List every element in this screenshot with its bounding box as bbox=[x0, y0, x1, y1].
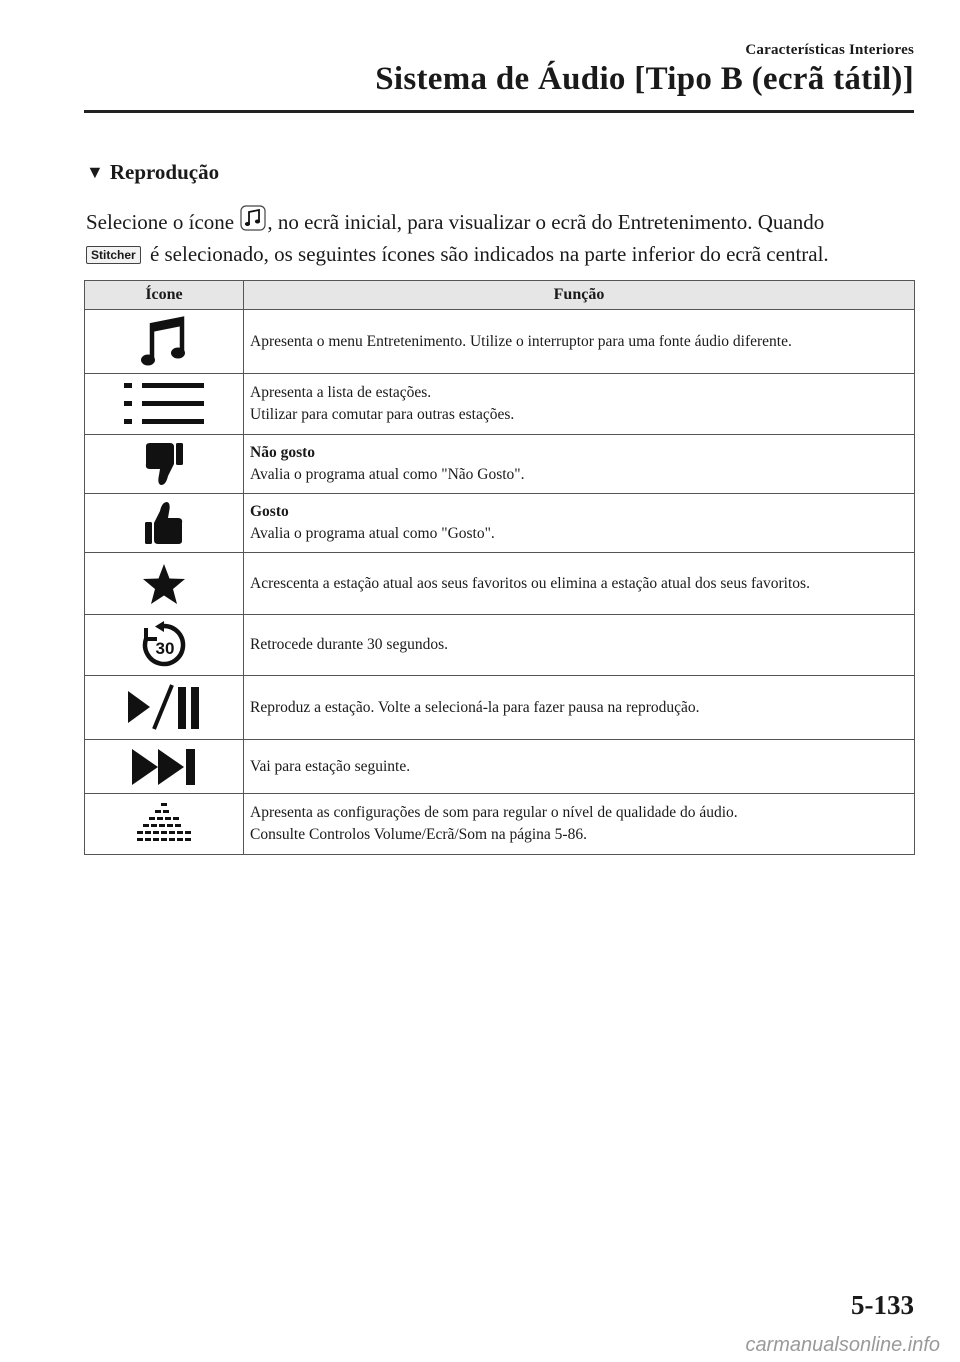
list-icon bbox=[124, 381, 204, 427]
table-row bbox=[85, 374, 915, 435]
equalizer-icon bbox=[135, 801, 193, 847]
play-pause-icon bbox=[128, 683, 200, 733]
function-description: Apresenta as configurações de som para regular o nível de qualidade do áudio. bbox=[250, 804, 738, 821]
function-description: Vai para estação seguinte. bbox=[250, 757, 411, 775]
icon-function-table bbox=[84, 280, 915, 855]
function-description: Apresenta o menu Entretenimento. Utilize o interruptor para uma fonte áudio diferente. bbox=[250, 332, 792, 350]
chapter-title: Sistema de Áudio [Tipo B (ecrã tátil)] bbox=[375, 61, 914, 97]
intro-paragraph bbox=[86, 205, 916, 270]
table-row bbox=[85, 494, 915, 553]
function-description: Reproduz a estação. Volte a selecioná-la para fazer pausa na reprodução. bbox=[250, 698, 700, 716]
function-description: Utilizar para comutar para outras estações. bbox=[250, 406, 515, 423]
page-number: 5-133 bbox=[851, 1290, 914, 1320]
function-description: Apresenta a lista de estações. bbox=[250, 384, 432, 401]
thumbs-down-icon bbox=[144, 442, 184, 486]
skip-next-icon bbox=[132, 748, 196, 786]
star-icon bbox=[142, 563, 186, 605]
function-description: Consulte Controlos Volume/Ecrã/Som na página 5-86. bbox=[250, 826, 587, 843]
header-icon: Ícone bbox=[85, 281, 244, 310]
function-title: Gosto bbox=[250, 503, 289, 520]
stitcher-badge: Stitcher bbox=[86, 246, 141, 264]
music-note-icon bbox=[140, 315, 188, 369]
table-row bbox=[85, 553, 915, 615]
section-label: Características Interiores bbox=[745, 42, 914, 58]
table-row bbox=[85, 676, 915, 740]
table-row bbox=[85, 615, 915, 676]
header-rule bbox=[84, 110, 914, 113]
intro-text-1: Selecione o ícone bbox=[86, 210, 235, 234]
function-title: Não gosto bbox=[250, 444, 316, 461]
thumbs-up-icon bbox=[144, 501, 184, 545]
subsection-heading bbox=[86, 160, 219, 185]
intro-text-3: é selecionado, os seguintes ícones são indicados na parte inferior do ecrã central. bbox=[149, 242, 829, 266]
intro-text-2: , no ecrã inicial, para visualizar o ecrã do Entretenimento. Quando bbox=[267, 210, 825, 234]
subsection-title: Reprodução bbox=[109, 160, 220, 184]
header-function: Função bbox=[244, 281, 915, 310]
function-description: Acrescenta a estação atual aos seus favoritos ou elimina a estação atual dos seus favoritos. bbox=[250, 574, 810, 592]
table-row bbox=[85, 740, 915, 794]
table-row bbox=[85, 310, 915, 374]
function-description: Retrocede durante 30 segundos. bbox=[250, 636, 448, 653]
table-row bbox=[85, 794, 915, 855]
rewind-30-icon bbox=[140, 621, 188, 669]
function-description: Avalia o programa atual como "Não Gosto". bbox=[250, 466, 525, 483]
table-row bbox=[85, 435, 915, 494]
page-header bbox=[375, 42, 914, 98]
rewind-30-label: 30 bbox=[155, 639, 175, 658]
watermark: carmanualsonline.info bbox=[745, 1334, 940, 1356]
music-note-icon bbox=[240, 205, 266, 231]
function-description: Avalia o programa atual como "Gosto". bbox=[250, 525, 495, 542]
triangle-marker-icon: ▼ bbox=[86, 162, 104, 182]
